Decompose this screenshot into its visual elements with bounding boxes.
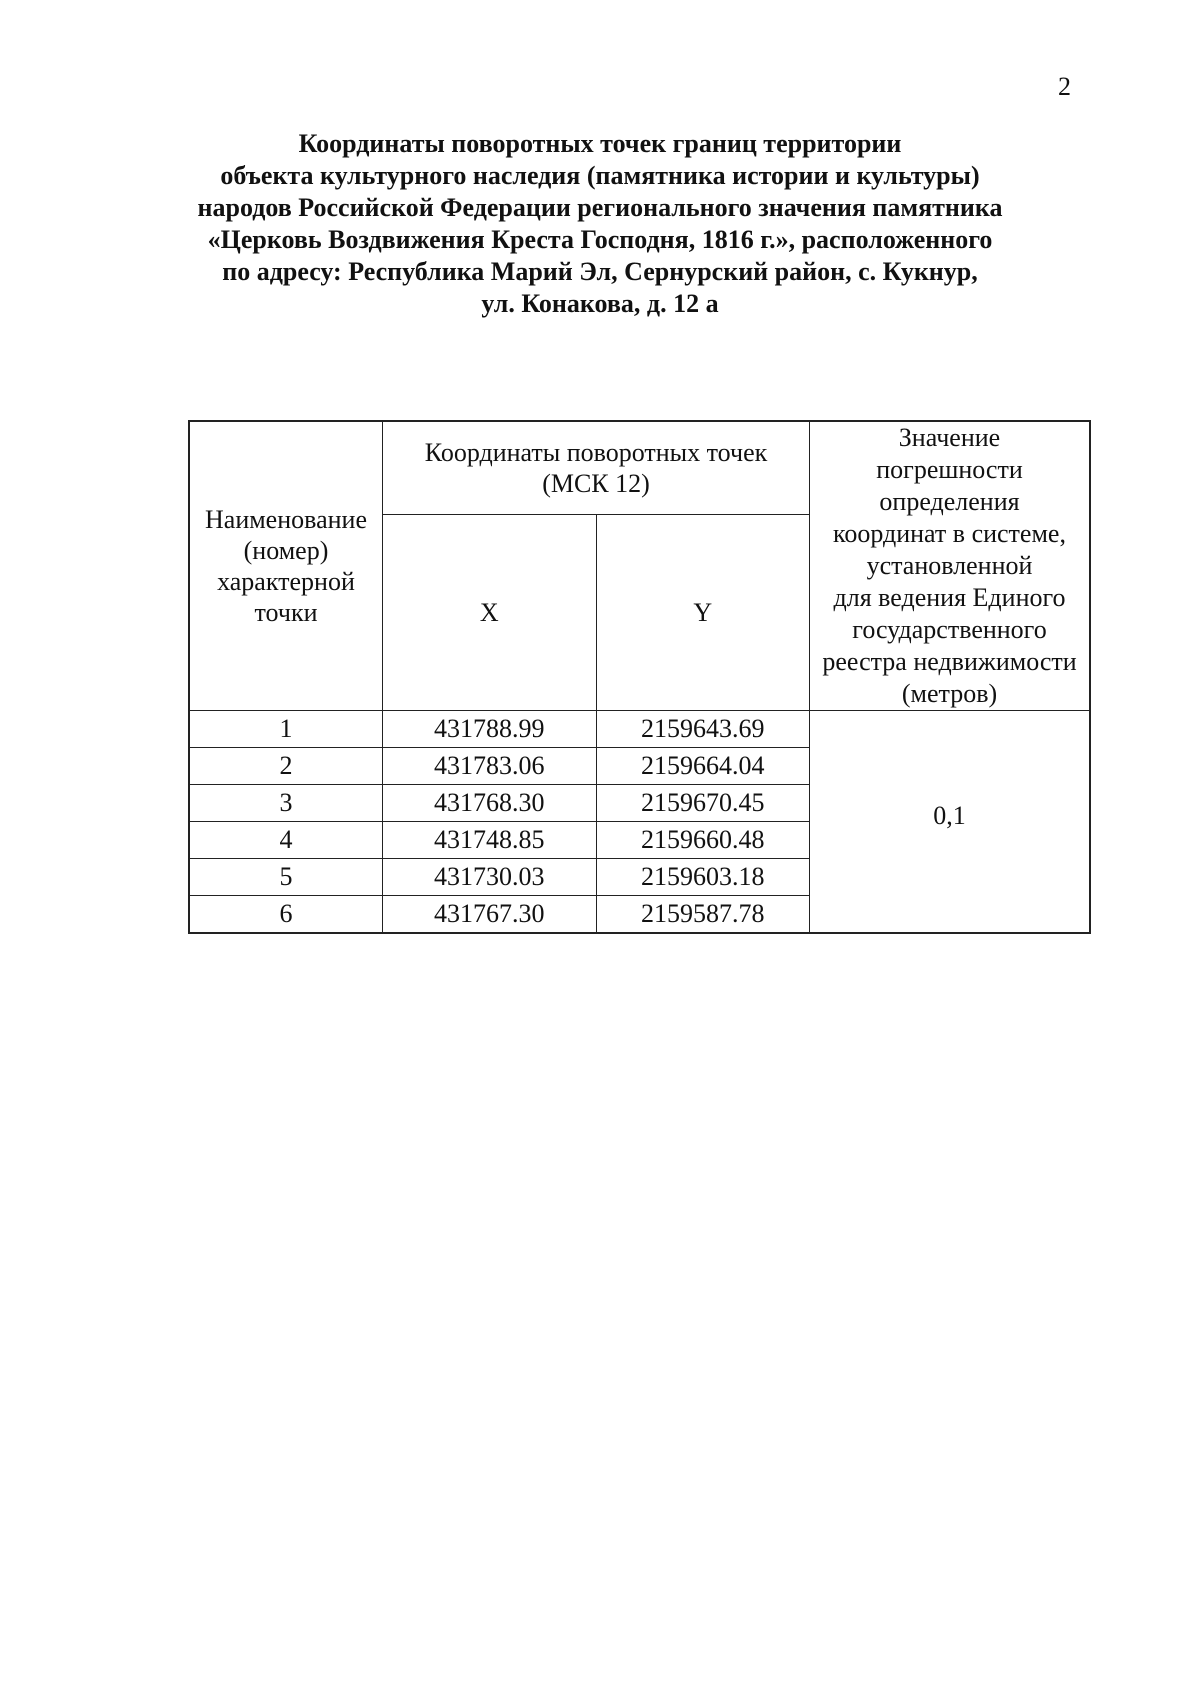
x-coordinate: 431783.06 [383, 748, 597, 785]
header-line: (МСК 12) [542, 469, 650, 499]
y-coordinate: 2159670.45 [596, 785, 810, 822]
header-line: координат в системе, [833, 519, 1066, 548]
title-line: объекта культурного наследия (памятника истории и культуры) [220, 161, 980, 190]
title-line: ул. Конакова, д. 12 а [481, 289, 719, 318]
header-line: реестра недвижимости [822, 647, 1077, 676]
x-coordinate: 431748.85 [383, 822, 597, 859]
title-line: народов Российской Федерации регионального значения памятника [197, 193, 1003, 222]
y-coordinate: 2159664.04 [596, 748, 810, 785]
header-line: Наименование [205, 505, 367, 534]
page-number: 2 [1058, 72, 1071, 101]
title-line: «Церковь Воздвижения Креста Господня, 1816 г.», расположенного [207, 225, 993, 254]
header-line: государственного [852, 615, 1047, 644]
error-value: 0,1 [810, 711, 1091, 934]
point-number: 2 [189, 748, 383, 785]
y-coordinate: 2159660.48 [596, 822, 810, 859]
header-line: характерной [217, 567, 355, 596]
header-error [810, 421, 1091, 711]
header-line: Координаты поворотных точек [424, 438, 768, 468]
point-number: 3 [189, 785, 383, 822]
document-title [150, 128, 1050, 320]
title-line: по адресу: Республика Марий Эл, Сернурский район, с. Кукнур, [222, 257, 978, 286]
y-coordinate: 2159587.78 [596, 896, 810, 934]
x-coordinate: 431788.99 [383, 711, 597, 748]
title-line: Координаты поворотных точек границ территории [298, 129, 902, 158]
header-line: погрешности [876, 455, 1023, 484]
header-line: установленной [866, 551, 1033, 580]
header-line: определения [879, 487, 1020, 516]
point-number: 4 [189, 822, 383, 859]
point-number: 1 [189, 711, 383, 748]
x-coordinate: 431730.03 [383, 859, 597, 896]
y-coordinate: 2159603.18 [596, 859, 810, 896]
header-x: X [383, 515, 597, 711]
coordinates-table [188, 420, 1091, 934]
header-line: Значение [898, 423, 1001, 452]
header-point-name [189, 421, 383, 711]
table-row [189, 711, 1090, 748]
y-coordinate: 2159643.69 [596, 711, 810, 748]
header-y: Y [596, 515, 810, 711]
point-number: 6 [189, 896, 383, 934]
point-number: 5 [189, 859, 383, 896]
header-coordinates [383, 421, 810, 515]
x-coordinate: 431768.30 [383, 785, 597, 822]
header-line: (номер) [243, 536, 329, 565]
x-coordinate: 431767.30 [383, 896, 597, 934]
header-line: (метров) [901, 679, 998, 708]
table-header-row [189, 421, 1090, 515]
header-line: для ведения Единого [833, 583, 1066, 612]
header-line: точки [254, 598, 318, 627]
